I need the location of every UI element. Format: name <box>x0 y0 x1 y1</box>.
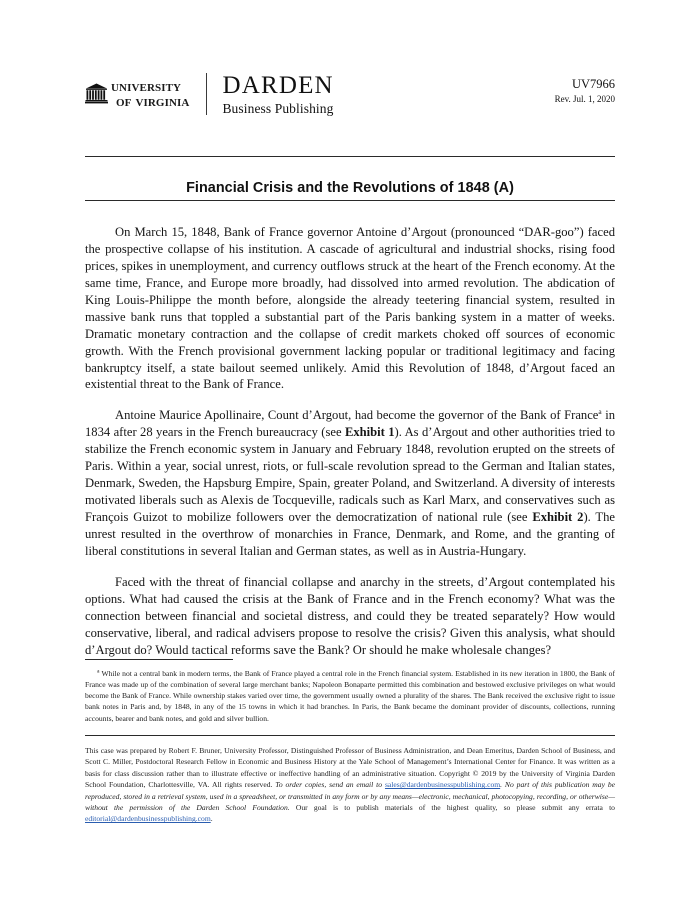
darden-subtitle: Business Publishing <box>222 101 334 116</box>
document-metadata <box>555 72 615 105</box>
case-body-text <box>85 224 615 659</box>
title-rule-top <box>85 156 615 157</box>
credit-separator-rule <box>85 735 615 736</box>
university-wordmark-line1: university <box>111 78 182 96</box>
footnote-label: a <box>97 668 100 675</box>
rotunda-icon <box>85 83 108 105</box>
document-revision-date: Rev. Jul. 1, 2020 <box>554 93 615 104</box>
page-title: Financial Crisis and the Revolutions of 1848 (A) <box>186 179 514 196</box>
text-run: This case was prepared by Robert F. Bruner, University Professor, Distinguished Professor of Business Administration, and Dean Emeritus, Darden School of Business, and Scott C. Miller, Postdoctoral Research Fellow in Economic and Business History at the Yale School of Management’s International Center for Finance. It was written as a basis for class discussion rather than to illustrate effective or ineffective handling of an administrative situation. Copyright © 2019 by the University of Virginia Darden School Foundation, Charlottesville, VA. All rights reserved. <box>85 746 615 790</box>
email-link[interactable]: sales@dardenbusinesspublishing.com <box>384 780 501 790</box>
text-run: Our goal is to publish materials of the highest quality, so please submit any errata to <box>289 802 615 812</box>
text-run: ). The unrest resulted in the overthrow of monarchies in France, Denmark, and Rome, and the granting of liberal constitutions in several Italian and German states, as well as in Austria-Hungary. <box>85 510 616 558</box>
text-run: Antoine Maurice Apollinaire, Count d’Argout, had become the governor of the Bank of France <box>115 408 599 423</box>
para-1 <box>85 224 615 393</box>
university-of-virginia-logo <box>85 79 189 109</box>
italic-text: To order copies, send an email to <box>275 780 385 790</box>
exhibit-reference: Exhibit 1 <box>344 425 395 440</box>
text-run: in 1834 after 28 years in the French bureaucracy (see <box>85 408 615 440</box>
logo-divider <box>206 73 207 115</box>
para-2 <box>85 407 615 559</box>
italic-text: . No part of this publication may be reproduced, stored in a retrieval system, used in a spreadsheet, or transmitted in any form or by any means—electronic, mechanical, photocopying, recording, or otherwise—without the permission of the Darden School Foundation. <box>85 780 616 812</box>
footnote-separator-rule <box>85 659 233 660</box>
document-id: UV7966 <box>571 77 615 91</box>
text-run: . <box>210 814 213 824</box>
document-header <box>85 72 615 116</box>
footnote-a <box>85 668 615 724</box>
footnote-marker[interactable]: a <box>598 407 602 417</box>
email-link[interactable]: editorial@dardenbusinesspublishing.com <box>85 814 211 824</box>
darden-wordmark: DARDEN <box>222 72 334 99</box>
para-3 <box>85 574 615 659</box>
darden-business-publishing-logo <box>222 72 333 116</box>
university-wordmark <box>111 79 189 109</box>
university-wordmark-line2: of virginia <box>116 93 190 111</box>
text-run: ). As d’Argout and other authorities tried to stabilize the French economic system in January and February 1848, revolution erupted on the streets of Paris. Within a year, social unrest, riots, or full-scale revolution spread to the German and Italian states, Denmark, Sweden, the Hapsburg Empire, Spain, greater Poland, and Switzerland. A diversity of interests motivated liberals such as Alexis de Tocqueville, radicals such as Karl Marx, and conservatives such as François Guizot to mobilize followers over the democratization of national rule (see <box>85 425 616 524</box>
footnote-text: While not a central bank in modern terms, the Bank of France played a central role in the French financial system. Established in its new iteration in 1800, the Bank of France was made up of the combination of several large merchant banks; Napoleon Bonaparte permitted this combination and bestowed exclusive privileges on what would become the Bank of France. While ownership stakes varied over time, the government usually owned a plurality of the shares. The Bank received the exclusive right to issue bank notes in Paris and, by 1848, in any of the 15 towns in which it had branches. In Paris, the Bank became the dominant provider of discounts, collections, running accounts, bearer and bank notes, and gold and silver bullion. <box>85 669 615 723</box>
title-rule-bottom <box>85 200 615 201</box>
brand-lockup <box>85 72 334 116</box>
exhibit-reference: Exhibit 2 <box>532 510 584 524</box>
copyright-credit-block <box>85 745 615 825</box>
text-run: On March 15, 1848, Bank of France governor Antoine d’Argout (pronounced “DAR-goo”) faced the prospective collapse of his institution. A cascade of agricultural and industrial shocks, rising food prices, spikes in unemployment, and currency outflows struck at the heart of the French economy. At the same time, France, and Europe more broadly, had dissolved into armed revolution. The abdication of King Louis-Philippe the month before, alongside the already teetering financial system, resulted in massive bank runs that toppled a substantial part of the Paris banking system in a matter of weeks. Dramatic monetary contraction and the collapse of credit markets choked off sources of economic growth. With the French provisional government lacking popular or traditional legitimacy and facing bankruptcy itself, a state bailout seemed unlikely. Amid this Revolution of 1848, d’Argout faced an existential threat to the Bank of France. <box>85 225 615 392</box>
text-run: Faced with the threat of financial collapse and anarchy in the streets, d’Argout contemplated his options. What had caused the crisis at the Bank of France and in the French economy? What was the connection between financial and societal distress, and could they be treated separately? How would conservative, liberal, and radical advisers propose to resolve the crisis? Given this analysis, what should d’Argout do? Would tactical reforms save the Bank? Or should he make wholesale changes? <box>85 574 615 657</box>
